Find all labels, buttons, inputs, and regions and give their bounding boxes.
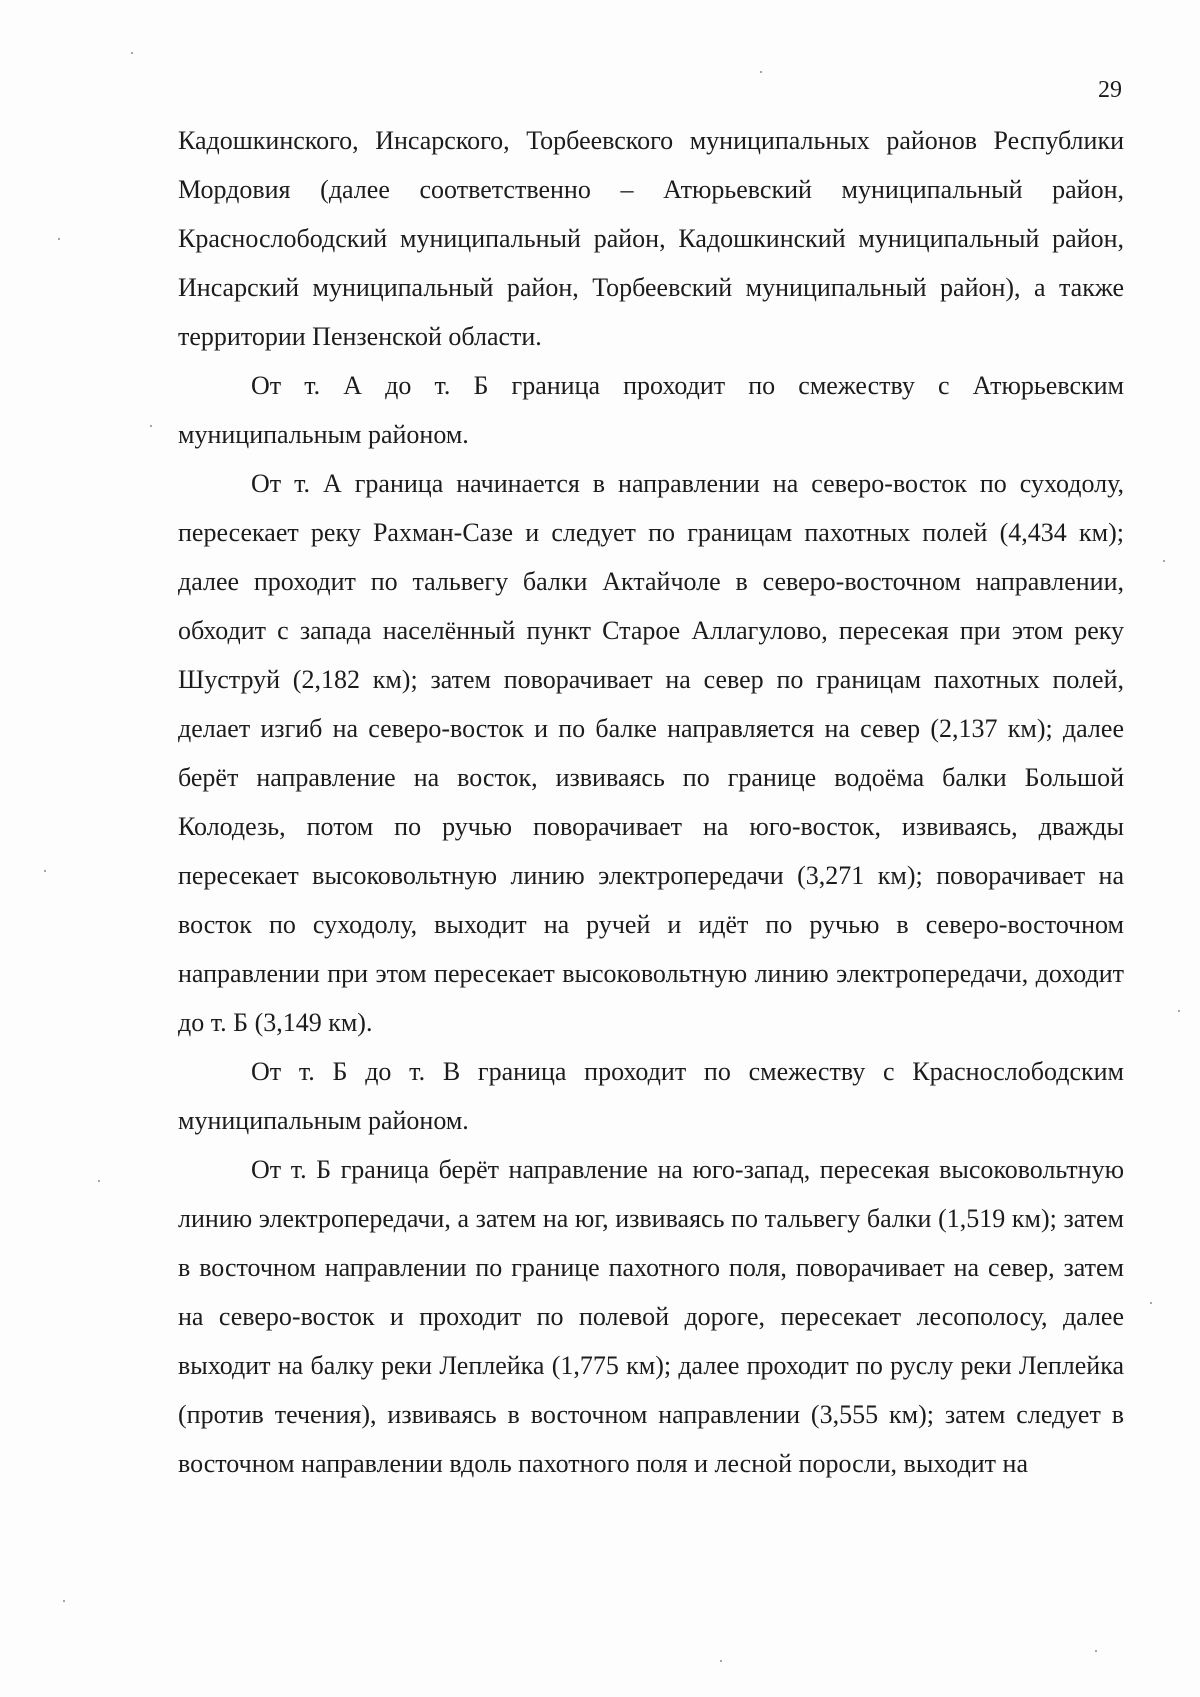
scan-speck bbox=[63, 1600, 65, 1602]
paragraph-3: От т. А граница начинается в направлении на северо-восток по суходолу, пересекает реку Рахман-Сазе и следует по границам пахотных полей (4,434 км); далее проходит по тальвегу балки Актайчоле в северо-восточном направлении, обходит с запада населённый пункт Старое Аллагулово, пересекая при этом реку Шуструй (2,182 км); затем поворачивает на север по границам пахотных полей, делает изгиб на северо-восток и по балке направляется на север (2,137 км); далее берёт направление на восток, извиваясь по границе водоёма балки Большой Колодезь, потом по ручью поворачивает на юго-восток, извиваясь, дважды пересекает высоковольтную линию электропередачи (3,271 км); поворачивает на восток по суходолу, выходит на ручей и идёт по ручью в северо-восточном направлении при этом пересекает высоковольтную линию электропередачи, доходит до т. Б (3,149 км). bbox=[178, 469, 1124, 1037]
paragraph-4: От т. Б до т. В граница проходит по смежеству с Краснослободским муниципальным районом. bbox=[178, 1057, 1124, 1135]
scan-speck bbox=[1150, 1302, 1152, 1304]
scan-speck bbox=[1095, 1650, 1097, 1652]
paragraph-5: От т. Б граница берёт направление на юго-запад, пересекая высоковольтную линию электропередачи, а затем на юг, извиваясь по тальвегу балки (1,519 км); затем в восточном направлении по границе пахотного поля, поворачивает на север, затем на северо-восток и проходит по полевой дороге, пересекает лесополосу, далее выходит на балку реки Леплейка (1,775 км); далее проходит по руслу реки Леплейка (против течения), извиваясь в восточном направлении (3,555 км); затем следует в восточном направлении вдоль пахотного поля и лесной поросли, выходит на bbox=[178, 1155, 1124, 1478]
paragraph-2: От т. А до т. Б граница проходит по смежеству с Атюрьевским муниципальным районом. bbox=[178, 371, 1124, 449]
paragraph-1: Кадошкинского, Инсарского, Торбеевского муниципальных районов Республики Мордовия (далее соответственно – Атюрьевский муниципальный район, Краснослободский муниципальный район, Кадошкинский муниципальный район, Инсарский муниципальный район, Торбеевский муниципальный район), а также территории Пензенской области. bbox=[178, 126, 1124, 351]
scan-speck bbox=[150, 425, 152, 427]
page-number: 29 bbox=[1098, 77, 1122, 103]
document-body bbox=[178, 116, 1124, 1488]
scan-speck bbox=[760, 71, 762, 73]
scan-speck bbox=[720, 1660, 722, 1662]
scan-speck bbox=[131, 52, 133, 54]
scan-speck bbox=[44, 870, 46, 872]
scan-speck bbox=[1178, 1010, 1180, 1012]
scan-speck bbox=[58, 238, 60, 240]
scan-speck bbox=[98, 1180, 100, 1182]
scan-speck bbox=[1163, 560, 1165, 562]
